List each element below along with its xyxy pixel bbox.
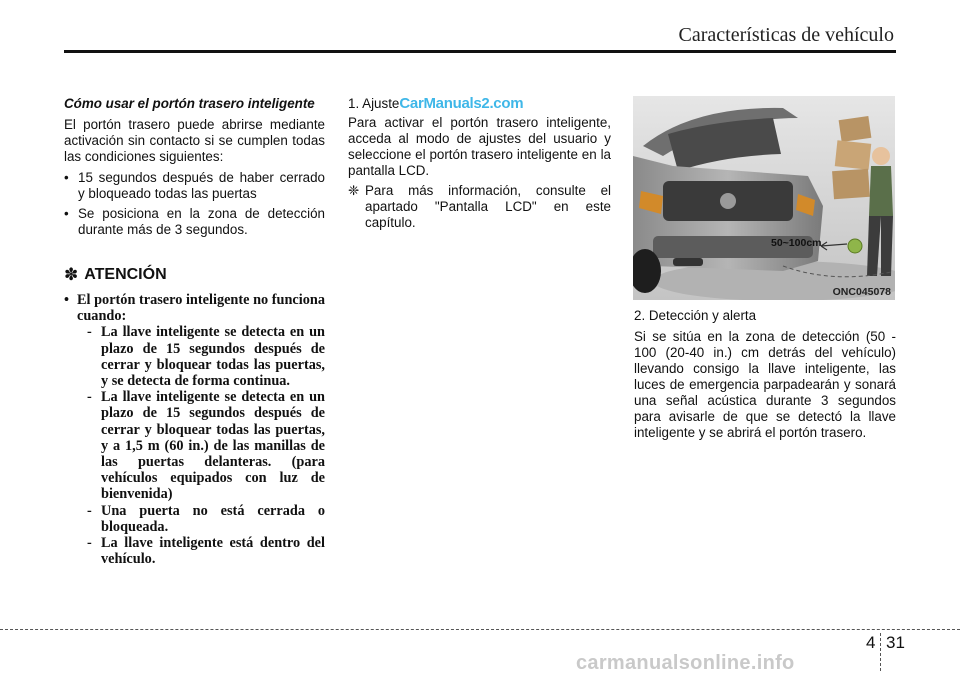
intro-paragraph: El portón trasero puede abrirse mediante activación sin contacto si se cumplen todas las condiciones siguientes: [64, 117, 325, 164]
section-number: 4 [866, 633, 876, 652]
bullet-icon: • [64, 292, 70, 308]
list-item: - La llave inteligente está dentro del vehículo. [87, 535, 325, 568]
page-separator [880, 633, 882, 671]
step1-paragraph: Para activar el portón trasero inteligente, acceda al modo de ajustes del usuario y seleccione el portón trasero inteligente en la pantalla LCD. [348, 115, 611, 178]
bullet-icon: • [64, 170, 69, 185]
right-column [634, 308, 896, 441]
attention-sublist [77, 324, 325, 567]
attention-main-text: El portón trasero inteligente no funciona cuando: [77, 292, 325, 325]
attention-heading [64, 266, 325, 284]
list-item: - Una puerta no está cerrada o bloqueada. [87, 502, 325, 535]
step2-title: 2. Detección y alerta [634, 308, 757, 323]
note-icon: ❈ [348, 183, 360, 198]
step2-paragraph: Si se sitúa en la zona de detección (50 - 100 (20-40 in.) cm detrás del vehículo) llevando consigo la llave inteligente, las luces de emergencia parpadearán y sonará una señal acústica durante 3 segundos para avisarle de que se detectó la llave inteligente y se abrirá el portón trasero. [634, 329, 896, 440]
page-number: 31 [886, 633, 905, 652]
note [348, 183, 611, 231]
note-text: Para más información, consulte el apartado "Pantalla LCD" en este capítulo. [365, 183, 611, 230]
figure-caption: ONC045078 [832, 286, 891, 298]
section-heading: Cómo usar el portón trasero inteligente [64, 96, 315, 111]
illustration-smart-tailgate [633, 96, 895, 300]
distance-label: 50~100cm [771, 237, 822, 249]
attention-title: ATENCIÓN [84, 266, 167, 283]
list-item: • Se posiciona en la zona de detección durante más de 3 segundos. [64, 206, 325, 237]
condition-list [64, 170, 325, 238]
step1-title: 1. Ajuste [348, 96, 400, 111]
site-watermark: CarManuals2.com [399, 95, 524, 112]
attention-main [64, 292, 325, 567]
list-item: • 15 segundos después de haber cerrado y bloqueado todas las puertas [64, 170, 325, 201]
page-header-title: Características de vehículo [678, 24, 894, 46]
list-item: - La llave inteligente se detecta en un plazo de 15 segundos después de cerrar y bloquear todas las puertas, y a 1,5 m (60 in.) de las manillas de las puertas delanteras. (para vehículos equipados con luz de bienvenida) [87, 389, 325, 503]
middle-column [348, 96, 611, 231]
left-column [64, 96, 325, 567]
footer-rule [0, 629, 960, 630]
header-rule [64, 50, 896, 53]
step1-heading [348, 96, 611, 112]
asterisk-icon: ✽ [64, 265, 79, 284]
bullet-icon: • [64, 206, 69, 221]
list-item: - La llave inteligente se detecta en un plazo de 15 segundos después de cerrar y bloquear todas las puertas, y se detecta de forma continua. [87, 324, 325, 390]
footer-watermark: carmanualsonline.info [576, 652, 795, 674]
car-illustration-icon [633, 96, 895, 300]
